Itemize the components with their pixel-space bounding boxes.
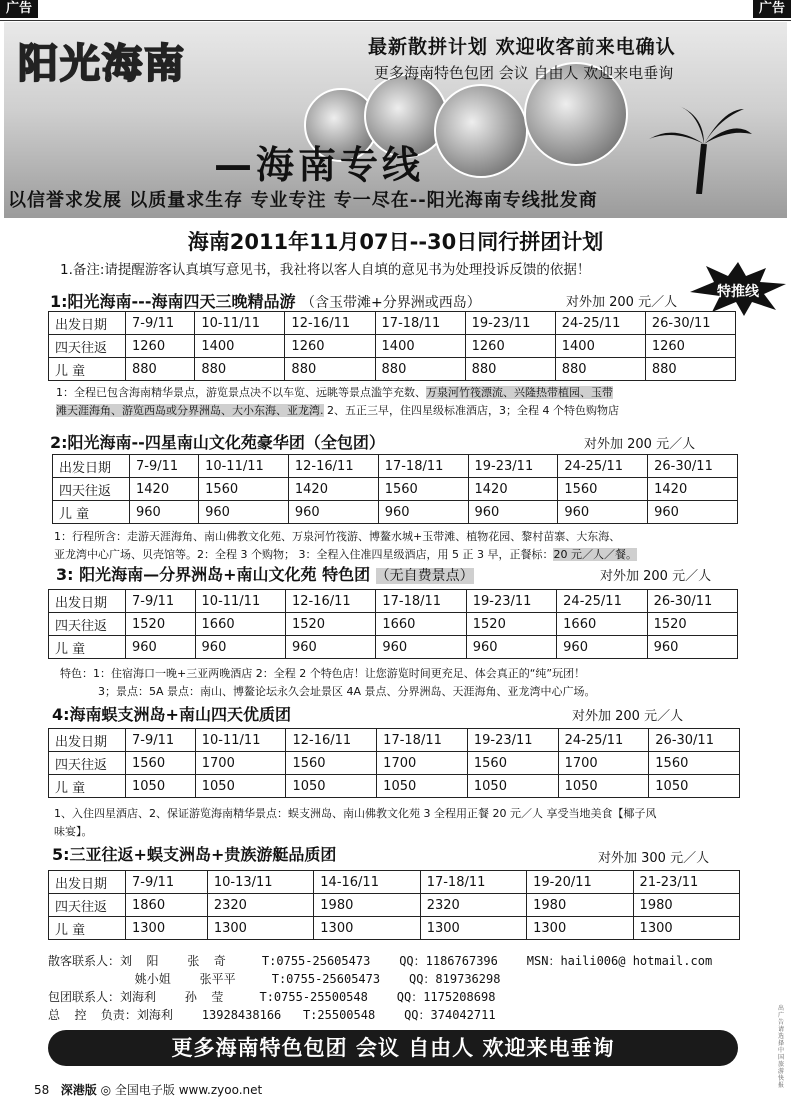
table-cell: 1420 [648, 478, 738, 501]
table-cell: 1300 [633, 917, 739, 940]
table-cell: 出发日期 [49, 590, 126, 613]
desc-highlight: 20 元／人／餐。 [553, 548, 637, 561]
table-cell: 960 [199, 501, 289, 524]
table-cell: 21-23/11 [633, 871, 739, 894]
table-cell: 1660 [557, 613, 647, 636]
table-cell: 儿 童 [49, 917, 126, 940]
star-burst-icon [690, 262, 786, 316]
banner [4, 22, 787, 218]
table-cell: 12-16/11 [285, 590, 375, 613]
table-cell: 17-18/11 [420, 871, 526, 894]
table-cell: 24-25/11 [558, 729, 649, 752]
table-cell: 7-9/11 [126, 871, 208, 894]
table-cell: 四天往返 [49, 613, 126, 636]
table-cell: 1260 [126, 335, 195, 358]
table-cell: 出发日期 [49, 729, 126, 752]
table-cell: 1050 [286, 775, 377, 798]
table-row [49, 752, 740, 775]
table-cell: 1560 [199, 478, 289, 501]
globe-icon: ◎ [100, 1083, 112, 1097]
table-cell: 1700 [195, 752, 286, 775]
table-row [49, 590, 738, 613]
table-cell: 1300 [527, 917, 633, 940]
table-row [49, 894, 740, 917]
table-cell: 880 [465, 358, 555, 381]
section-1-subtitle: （含玉带滩+分界洲或西岛） [301, 295, 481, 311]
table-cell: 14-16/11 [314, 871, 420, 894]
table-row [49, 335, 736, 358]
desc-highlight: 万泉河竹筏漂流、兴隆热带植园、玉带 [426, 386, 613, 399]
section-2-table [52, 454, 738, 524]
table-cell: 1400 [375, 335, 465, 358]
table-cell: 四天往返 [53, 478, 130, 501]
section-3-name: 3: 阳光海南—分界洲岛+南山文化苑 特色团 [56, 565, 371, 584]
table-cell: 四天往返 [49, 894, 126, 917]
table-cell: 17-18/11 [375, 312, 465, 335]
table-cell: 880 [285, 358, 375, 381]
desc-text: 1：行程所含：走游天涯海角、南山佛教文化苑、万泉河竹筏游、博鳌水城+玉带滩、植物花园、黎村苗寨、大东海、 [54, 530, 621, 543]
table-cell: 7-9/11 [130, 455, 199, 478]
table-cell: 19-23/11 [466, 590, 556, 613]
logo: 阳光海南 [18, 40, 186, 87]
section-2-desc [54, 528, 637, 564]
table-cell: 10-11/11 [195, 729, 286, 752]
table-cell: 960 [130, 501, 199, 524]
table-cell: 10-11/11 [199, 455, 289, 478]
table-row [49, 871, 740, 894]
table-cell: 26-30/11 [649, 729, 740, 752]
table-cell: 1300 [420, 917, 526, 940]
section-5-title: 5:三亚往返+蜈支洲岛+贵族游艇品质团 [52, 845, 337, 864]
section-3-desc [60, 665, 596, 701]
table-row [49, 917, 740, 940]
section-5-table [48, 870, 740, 940]
table-cell: 960 [285, 636, 375, 659]
table-cell: 1420 [130, 478, 199, 501]
ad-label-left: 广告 [0, 0, 38, 18]
section-3-price: 对外加 200 元／人 [600, 569, 712, 584]
section-3-table [48, 589, 738, 659]
table-cell: 19-23/11 [467, 729, 558, 752]
desc-text: 3；景点：5A 景点：南山、博鳌论坛永久会址景区 4A 景点、分界洲岛、天涯海角、亚龙湾中心广场。 [98, 685, 596, 698]
table-cell: 1420 [288, 478, 378, 501]
table-row [53, 501, 738, 524]
table-cell: 960 [557, 636, 647, 659]
table-cell: 1560 [126, 752, 196, 775]
contact-row: 包团联系人：刘海利 孙 莹 T:0755-25500548 QQ：1175208698 [48, 990, 496, 1004]
table-cell: 1980 [633, 894, 739, 917]
desc-text: 味宴】。 [54, 825, 93, 838]
banner-line-title: —海南专线 [214, 143, 425, 187]
table-cell: 1300 [207, 917, 313, 940]
table-cell: 2320 [207, 894, 313, 917]
table-cell: 26-30/11 [645, 312, 735, 335]
table-cell: 1860 [126, 894, 208, 917]
desc-text: 特色：1：住宿海口一晚+三亚两晚酒店 2：全程 2 个特色店！让您游览时间更充足、体会真正的“纯”玩团！ [60, 667, 586, 680]
table-cell: 出发日期 [49, 312, 126, 335]
table-cell: 12-16/11 [288, 455, 378, 478]
section-1-desc [56, 384, 619, 420]
table-cell: 17-18/11 [377, 729, 468, 752]
table-row [49, 636, 738, 659]
table-cell: 10-11/11 [195, 312, 285, 335]
star-label: 特推线 [717, 284, 759, 300]
table-cell: 1520 [466, 613, 556, 636]
table-cell: 880 [195, 358, 285, 381]
table-cell: 四天往返 [49, 335, 126, 358]
section-1-name: 1:阳光海南---海南四天三晚精品游 [50, 292, 296, 311]
table-cell: 19-23/11 [465, 312, 555, 335]
footer-banner: 更多海南特色包团 会议 自由人 欢迎来电垂询 [48, 1030, 738, 1066]
table-cell: 1980 [527, 894, 633, 917]
table-cell: 1560 [649, 752, 740, 775]
ad-label-right: 广告 [753, 0, 791, 18]
section-4-title: 4:海南蜈支洲岛+南山四天优质团 [52, 705, 291, 724]
section-4-desc [54, 805, 656, 841]
table-cell: 1560 [286, 752, 377, 775]
table-cell: 1520 [647, 613, 737, 636]
table-cell: 24-25/11 [555, 312, 645, 335]
table-cell: 7-9/11 [126, 312, 195, 335]
photo-circle-3 [434, 84, 528, 178]
table-cell: 10-13/11 [207, 871, 313, 894]
table-cell: 26-30/11 [647, 590, 737, 613]
table-cell: 1560 [378, 478, 468, 501]
table-cell: 10-11/11 [195, 590, 285, 613]
vertical-note: 出广告请选择中国旅游快报 [778, 1005, 785, 1089]
table-cell: 960 [466, 636, 556, 659]
table-cell: 1260 [465, 335, 555, 358]
table-cell: 1300 [126, 917, 208, 940]
table-cell: 880 [126, 358, 195, 381]
desc-text: 1：全程已包含海南精华景点，游览景点决不以车览、远眺等景点滥竽充数、 [56, 386, 426, 399]
table-row [49, 358, 736, 381]
note-text: 1.备注:请提醒游客认真填写意见书，我社将以客人自填的意见书为处理投诉反馈的依据！ [60, 262, 591, 278]
table-row [49, 613, 738, 636]
desc-text: 2、五正三早，住四星级标准酒店，3；全程 4 个特色购物店 [323, 404, 619, 417]
section-1-title [50, 289, 481, 312]
table-cell: 960 [126, 636, 196, 659]
table-cell: 1980 [314, 894, 420, 917]
table-cell: 7-9/11 [126, 590, 196, 613]
table-cell: 960 [195, 636, 285, 659]
table-cell: 880 [375, 358, 465, 381]
table-cell: 儿 童 [49, 775, 126, 798]
contacts-block [48, 952, 712, 1024]
section-2-title: 2:阳光海南--四星南山文化苑豪华团（全包团） [50, 433, 385, 452]
table-cell: 1050 [377, 775, 468, 798]
page-title: 海南2011年11月07日--30日同行拼团计划 [187, 230, 604, 254]
section-1-price: 对外加 200 元／人 [566, 295, 678, 310]
table-row [49, 312, 736, 335]
table-cell: 1660 [376, 613, 466, 636]
table-cell: 1560 [558, 478, 648, 501]
page-number: 58 [34, 1083, 50, 1097]
section-2-price: 对外加 200 元／人 [584, 437, 696, 452]
table-cell: 1700 [377, 752, 468, 775]
page-footer [34, 1081, 262, 1098]
table-cell: 1050 [467, 775, 558, 798]
banner-slogan: 以信誉求发展 以质量求生存 专业专注 专一尽在--阳光海南专线批发商 [8, 190, 598, 211]
table-cell: 儿 童 [53, 501, 130, 524]
edition-label: 深港版 [60, 1083, 97, 1097]
table-cell: 1420 [468, 478, 558, 501]
table-cell: 12-16/11 [286, 729, 377, 752]
site-link[interactable]: 全国电子版 www.zyoo.net [114, 1083, 263, 1097]
table-cell: 19-20/11 [527, 871, 633, 894]
table-cell: 880 [645, 358, 735, 381]
section-3-title [56, 562, 474, 585]
banner-subheadline: 更多海南特色包团 会议 自由人 欢迎来电垂询 [374, 64, 674, 82]
table-cell: 17-18/11 [378, 455, 468, 478]
table-cell: 26-30/11 [648, 455, 738, 478]
table-cell: 960 [558, 501, 648, 524]
table-cell: 960 [468, 501, 558, 524]
table-cell: 960 [376, 636, 466, 659]
table-cell: 1260 [645, 335, 735, 358]
table-cell: 儿 童 [49, 358, 126, 381]
table-row [53, 455, 738, 478]
contact-row: 姚小姐 张平平 T:0755-25605473 QQ：819736298 [48, 972, 501, 986]
table-cell: 1400 [195, 335, 285, 358]
table-cell: 960 [647, 636, 737, 659]
table-cell: 880 [555, 358, 645, 381]
table-cell: 960 [378, 501, 468, 524]
table-row [49, 775, 740, 798]
table-row [53, 478, 738, 501]
table-cell: 24-25/11 [557, 590, 647, 613]
table-cell: 7-9/11 [126, 729, 196, 752]
table-cell: 1700 [558, 752, 649, 775]
desc-text: 1、入住四星酒店、2、保证游览海南精华景点：蜈支洲岛、南山佛教文化苑 3 全程用正餐 20 元／人 享受当地美食【椰子风 [54, 807, 657, 820]
table-cell: 1050 [649, 775, 740, 798]
table-cell: 960 [648, 501, 738, 524]
top-divider [0, 20, 791, 21]
table-row [49, 729, 740, 752]
table-cell: 1050 [126, 775, 196, 798]
contact-row: 总 控 负责：刘海利 13928438166 T:25500548 QQ：374042711 [48, 1008, 496, 1022]
table-cell: 出发日期 [53, 455, 130, 478]
banner-headline: 最新散拼计划 欢迎收客前来电确认 [368, 36, 676, 58]
table-cell: 1520 [126, 613, 196, 636]
table-cell: 1050 [195, 775, 286, 798]
table-cell: 24-25/11 [558, 455, 648, 478]
table-cell: 出发日期 [49, 871, 126, 894]
table-cell: 17-18/11 [376, 590, 466, 613]
table-cell: 1520 [285, 613, 375, 636]
desc-highlight: 滩天涯海角、游览西岛或分界洲岛、大小东海、亚龙湾. [56, 404, 324, 417]
table-cell: 四天往返 [49, 752, 126, 775]
table-cell: 1050 [558, 775, 649, 798]
contact-row: 散客联系人：刘 阳 张 奇 T:0755-25605473 QQ：1186767396 MSN：haili006@ hotmail.com [48, 954, 713, 968]
table-cell: 1560 [467, 752, 558, 775]
table-cell: 1300 [314, 917, 420, 940]
table-cell: 19-23/11 [468, 455, 558, 478]
palm-tree-icon [644, 104, 754, 194]
section-4-price: 对外加 200 元／人 [572, 709, 684, 724]
table-cell: 儿 童 [49, 636, 126, 659]
section-1-table [48, 311, 736, 381]
table-cell: 1400 [555, 335, 645, 358]
table-cell: 2320 [420, 894, 526, 917]
table-cell: 1260 [285, 335, 375, 358]
desc-text: 亚龙湾中心广场、贝壳馆等。2：全程 3 个购物； 3：全程入住准四星级酒店，用 5 正 3 早，正餐标： [54, 548, 554, 561]
table-cell: 1660 [195, 613, 285, 636]
section-4-table [48, 728, 740, 798]
table-cell: 12-16/11 [285, 312, 375, 335]
section-5-price: 对外加 300 元／人 [598, 851, 710, 866]
section-3-subtitle: （无自费景点） [375, 568, 474, 584]
table-cell: 960 [288, 501, 378, 524]
